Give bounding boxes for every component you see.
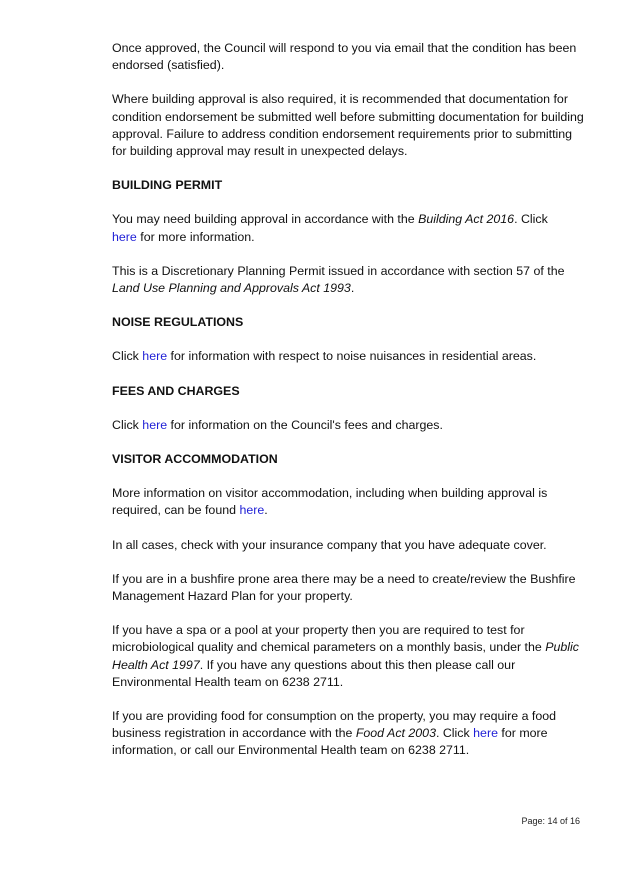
paragraph-text: Click <box>112 349 143 364</box>
paragraph-text: for information on the Council's fees and charges. <box>167 417 443 432</box>
paragraph-text: More information on visitor accommodation, including when building approval is required, can be found <box>112 486 548 518</box>
fees-info-link[interactable]: here <box>142 417 168 432</box>
paragraph-text: . <box>350 281 355 296</box>
paragraph-insurance <box>112 537 588 554</box>
paragraph-building-act <box>112 211 588 245</box>
paragraph-spa-pool <box>112 622 588 691</box>
paragraph-approval-response <box>112 40 588 74</box>
paragraph-text: Once approved, the Council will respond to you via email that the condition has been endorsed (satisfied). <box>112 41 577 73</box>
paragraph-building-approval-advice <box>112 91 588 160</box>
heading-visitor-accommodation: VISITOR ACCOMMODATION <box>112 452 278 467</box>
page-number: Page: 14 of 16 <box>521 816 580 826</box>
document-body <box>112 40 588 760</box>
heading-building-permit: BUILDING PERMIT <box>112 178 223 193</box>
paragraph-text: . <box>264 503 268 518</box>
act-name: Building Act 2016 <box>418 212 515 227</box>
paragraph-text: for information with respect to noise nuisances in residential areas. <box>167 349 537 364</box>
paragraph-text: If you have a spa or a pool at your property then you are required to test for microbiological quality and chemical parameters on a monthly basis, under the <box>112 623 546 655</box>
paragraph-text: Click <box>112 417 143 432</box>
paragraph-text: for more information. <box>136 229 255 244</box>
paragraph-text: Where building approval is also required, it is recommended that documentation for condition endorsement be submitted well before submitting documentation for building approval. Failure to address condition endorsement requirements prior to submitting for building approval may result in unexpected delays. <box>112 92 584 159</box>
heading-noise-regulations: NOISE REGULATIONS <box>112 315 244 330</box>
visitor-info-link[interactable]: here <box>239 503 265 518</box>
paragraph-text: This is a Discretionary Planning Permit issued in accordance with section 57 of the <box>112 263 565 278</box>
paragraph-food <box>112 708 588 760</box>
paragraph-text: . If you have any questions about this then please call our Environmental Health team on 6238 2711. <box>112 657 516 689</box>
paragraph-text: for more information, or call our Environmental Health team on 6238 2711. <box>112 726 548 758</box>
noise-info-link[interactable]: here <box>142 349 168 364</box>
paragraph-text: . Click <box>435 726 474 741</box>
act-name: Land Use Planning and Approvals Act 1993 <box>112 281 351 296</box>
paragraph-visitor-accommodation <box>112 485 588 519</box>
food-info-link[interactable]: here <box>473 726 498 741</box>
heading-fees-and-charges: FEES AND CHARGES <box>112 383 240 398</box>
paragraph-text: If you are providing food for consumption on the property, you may require a food business registration in accordance with the <box>112 709 557 741</box>
paragraph-fees <box>112 417 588 434</box>
paragraph-text: In all cases, check with your insurance company that you have adequate cover. <box>112 537 547 552</box>
paragraph-text: If you are in a bushfire prone area there may be a need to create/review the Bushfire Management Hazard Plan for your property. <box>112 571 576 604</box>
paragraph-noise <box>112 348 588 365</box>
paragraph-bushfire <box>112 571 588 605</box>
act-name: Public Health Act 1997 <box>112 640 579 672</box>
paragraph-planning-permit <box>112 263 588 297</box>
act-name: Food Act 2003 <box>355 726 436 741</box>
building-info-link[interactable]: here <box>112 229 137 244</box>
paragraph-text: You may need building approval in accordance with the <box>112 212 419 227</box>
paragraph-text: . Click <box>514 212 548 227</box>
